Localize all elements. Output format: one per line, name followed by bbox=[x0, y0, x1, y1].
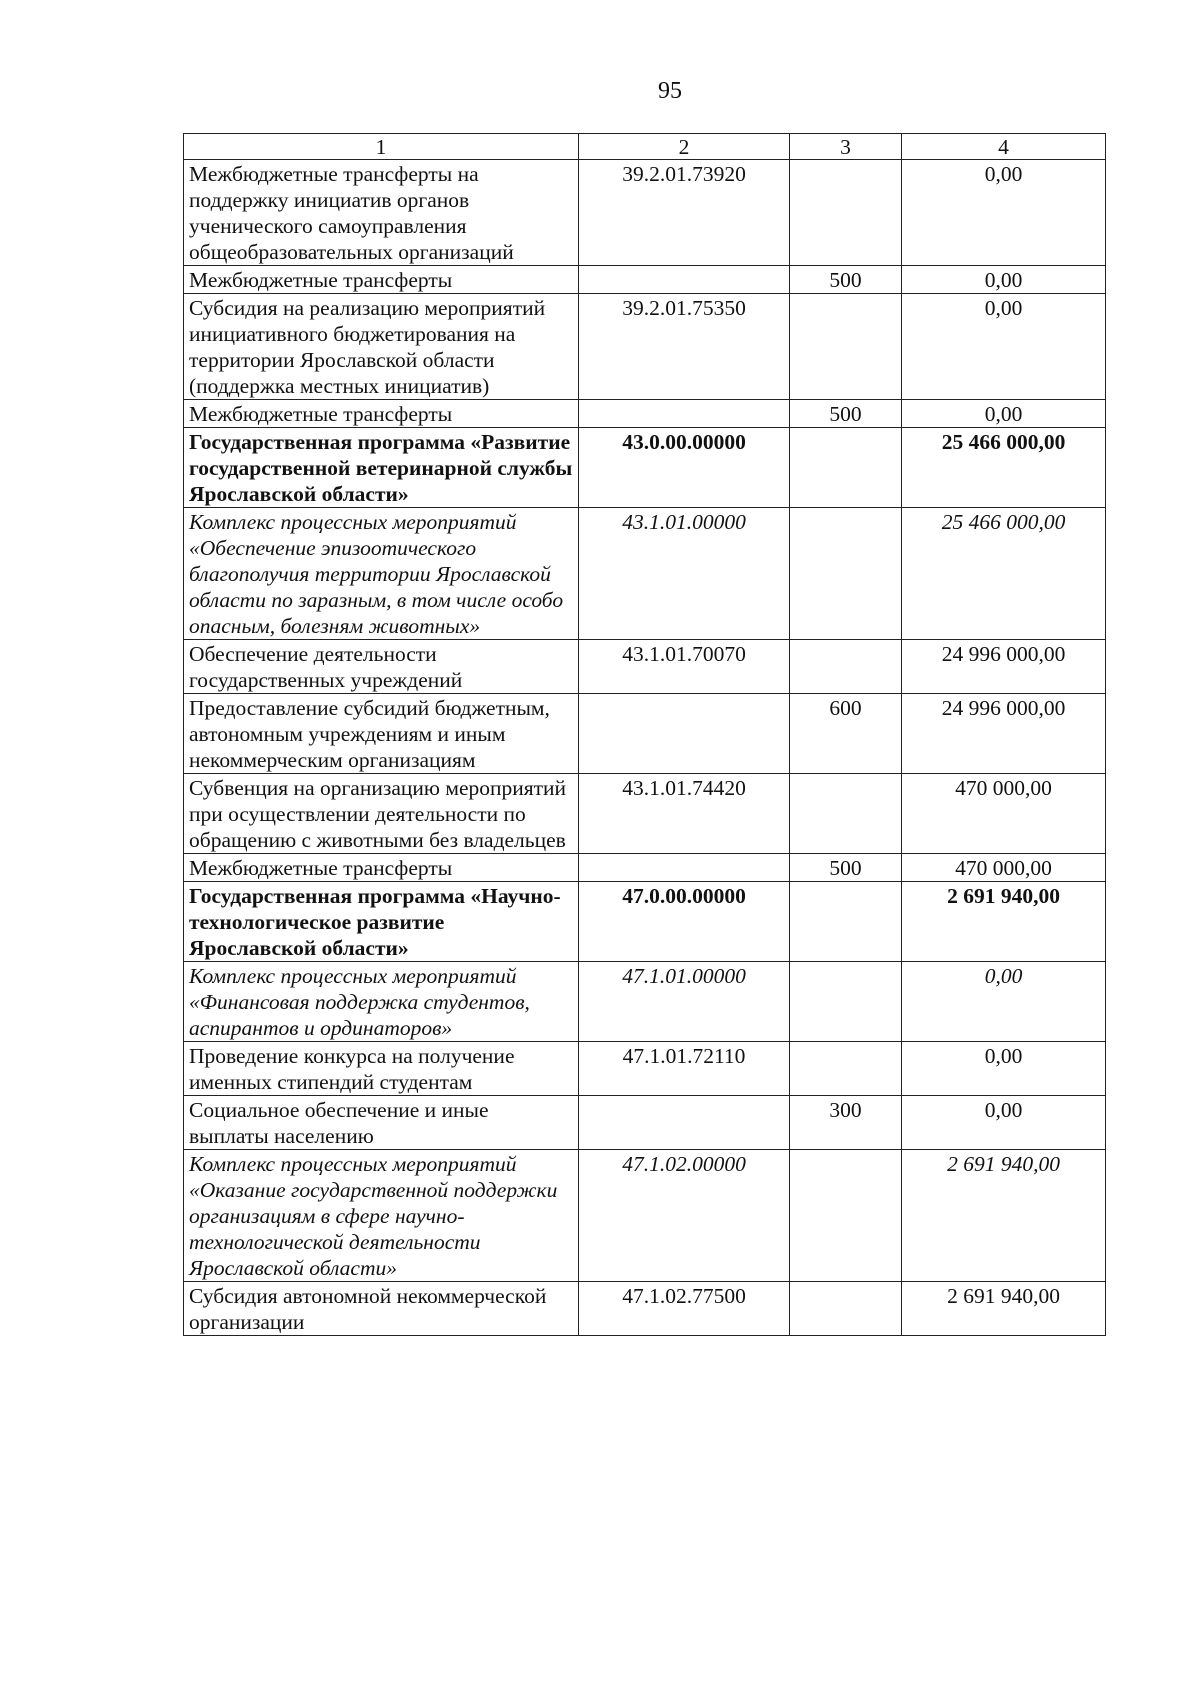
item-name-cell: Проведение конкурса на получение именных стипендий студентам bbox=[184, 1042, 579, 1096]
expense-type-cell bbox=[790, 428, 902, 508]
item-name-cell: Субсидия автономной некоммерческой организации bbox=[184, 1282, 579, 1336]
item-name-cell: Субсидия на реализацию мероприятий инициативного бюджетирования на территории Ярославской области (поддержка местных инициатив) bbox=[184, 294, 579, 400]
amount-cell: 24 996 000,00 bbox=[902, 640, 1106, 694]
item-code-cell bbox=[579, 1096, 790, 1150]
table-row bbox=[184, 400, 1106, 428]
table-row bbox=[184, 774, 1106, 854]
amount-cell: 25 466 000,00 bbox=[902, 428, 1106, 508]
item-name-cell: Межбюджетные трансферты на поддержку инициатив органов ученического самоуправления общеобразовательных организаций bbox=[184, 160, 579, 266]
expense-type-cell bbox=[790, 1282, 902, 1336]
table-row bbox=[184, 508, 1106, 640]
item-name-cell: Обеспечение деятельности государственных учреждений bbox=[184, 640, 579, 694]
table-row bbox=[184, 294, 1106, 400]
amount-cell: 0,00 bbox=[902, 160, 1106, 266]
amount-cell: 470 000,00 bbox=[902, 774, 1106, 854]
item-code-cell bbox=[579, 400, 790, 428]
item-code-cell: 39.2.01.73920 bbox=[579, 160, 790, 266]
amount-cell: 25 466 000,00 bbox=[902, 508, 1106, 640]
page-number: 95 bbox=[658, 78, 682, 104]
amount-cell: 2 691 940,00 bbox=[902, 1150, 1106, 1282]
table-row bbox=[184, 1042, 1106, 1096]
item-code-cell bbox=[579, 854, 790, 882]
item-code-cell: 47.1.02.77500 bbox=[579, 1282, 790, 1336]
expense-type-cell: 500 bbox=[790, 266, 902, 294]
table-row bbox=[184, 854, 1106, 882]
item-code-cell bbox=[579, 266, 790, 294]
amount-cell: 470 000,00 bbox=[902, 854, 1106, 882]
item-code-cell: 43.0.00.00000 bbox=[579, 428, 790, 508]
expense-type-cell bbox=[790, 1150, 902, 1282]
item-name-cell: Межбюджетные трансферты bbox=[184, 400, 579, 428]
budget-table bbox=[183, 133, 1106, 1336]
amount-cell: 0,00 bbox=[902, 962, 1106, 1042]
item-name-cell: Социальное обеспечение и иные выплаты населению bbox=[184, 1096, 579, 1150]
expense-type-cell bbox=[790, 1042, 902, 1096]
item-code-cell: 43.1.01.74420 bbox=[579, 774, 790, 854]
table-row bbox=[184, 160, 1106, 266]
amount-cell: 0,00 bbox=[902, 1042, 1106, 1096]
item-name-cell: Комплекс процессных мероприятий «Финансовая поддержка студентов, аспирантов и ординаторов» bbox=[184, 962, 579, 1042]
header-col-4: 4 bbox=[902, 134, 1106, 160]
table-row bbox=[184, 962, 1106, 1042]
expense-type-cell bbox=[790, 508, 902, 640]
table-body bbox=[184, 160, 1106, 1336]
amount-cell: 0,00 bbox=[902, 266, 1106, 294]
amount-cell: 0,00 bbox=[902, 294, 1106, 400]
amount-cell: 0,00 bbox=[902, 400, 1106, 428]
table-row bbox=[184, 428, 1106, 508]
table-row bbox=[184, 1150, 1106, 1282]
expense-type-cell bbox=[790, 774, 902, 854]
expense-type-cell bbox=[790, 294, 902, 400]
item-name-cell: Государственная программа «Научно-технологическое развитие Ярославской области» bbox=[184, 882, 579, 962]
amount-cell: 2 691 940,00 bbox=[902, 882, 1106, 962]
header-col-3: 3 bbox=[790, 134, 902, 160]
header-col-2: 2 bbox=[579, 134, 790, 160]
item-name-cell: Межбюджетные трансферты bbox=[184, 266, 579, 294]
expense-type-cell: 600 bbox=[790, 694, 902, 774]
amount-cell: 0,00 bbox=[902, 1096, 1106, 1150]
item-code-cell: 47.1.02.00000 bbox=[579, 1150, 790, 1282]
item-name-cell: Комплекс процессных мероприятий «Оказание государственной поддержки организациям в сфере научно-технологической деятельности Ярославской области» bbox=[184, 1150, 579, 1282]
expense-type-cell: 500 bbox=[790, 400, 902, 428]
table-row bbox=[184, 1096, 1106, 1150]
item-name-cell: Комплекс процессных мероприятий «Обеспечение эпизоотического благополучия территории Ярославской области по заразным, в том числе особо опасным, болезням животных» bbox=[184, 508, 579, 640]
header-col-1: 1 bbox=[184, 134, 579, 160]
table-row bbox=[184, 640, 1106, 694]
expense-type-cell: 300 bbox=[790, 1096, 902, 1150]
item-code-cell: 43.1.01.00000 bbox=[579, 508, 790, 640]
item-code-cell bbox=[579, 694, 790, 774]
item-name-cell: Межбюджетные трансферты bbox=[184, 854, 579, 882]
amount-cell: 24 996 000,00 bbox=[902, 694, 1106, 774]
expense-type-cell bbox=[790, 160, 902, 266]
expense-type-cell bbox=[790, 882, 902, 962]
item-code-cell: 47.1.01.72110 bbox=[579, 1042, 790, 1096]
item-code-cell: 47.1.01.00000 bbox=[579, 962, 790, 1042]
amount-cell: 2 691 940,00 bbox=[902, 1282, 1106, 1336]
table-row bbox=[184, 882, 1106, 962]
table-row bbox=[184, 1282, 1106, 1336]
item-code-cell: 39.2.01.75350 bbox=[579, 294, 790, 400]
expense-type-cell bbox=[790, 962, 902, 1042]
header-row bbox=[184, 134, 1106, 160]
table-row bbox=[184, 694, 1106, 774]
item-code-cell: 47.0.00.00000 bbox=[579, 882, 790, 962]
expense-type-cell bbox=[790, 640, 902, 694]
expense-type-cell: 500 bbox=[790, 854, 902, 882]
item-name-cell: Субвенция на организацию мероприятий при осуществлении деятельности по обращению с животными без владельцев bbox=[184, 774, 579, 854]
table-row bbox=[184, 266, 1106, 294]
item-name-cell: Предоставление субсидий бюджетным, автономным учреждениям и иным некоммерческим организациям bbox=[184, 694, 579, 774]
item-code-cell: 43.1.01.70070 bbox=[579, 640, 790, 694]
item-name-cell: Государственная программа «Развитие государственной ветеринарной службы Ярославской области» bbox=[184, 428, 579, 508]
